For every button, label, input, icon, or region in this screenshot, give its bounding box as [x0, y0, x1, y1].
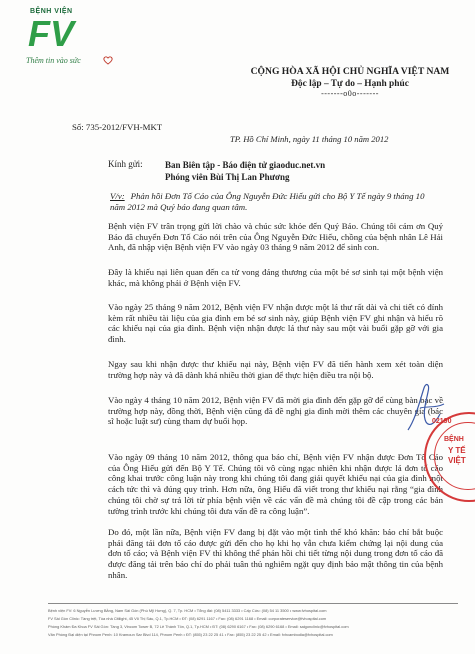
document-date: TP. Hồ Chí Minh, ngày 11 tháng 10 năm 2012	[230, 134, 389, 144]
footer-line: Văn Phòng Đại diện tại Phnom Penh: 10 Kramoun Sar Blvd 114, Phnom Penh • ĐT: (855) 23 22 25 41 • Fax: (855) 23 22 25 42 • Email: fvhcambodia@fvhospital.com	[48, 632, 333, 637]
recipient-line: Ban Biên tập - Báo điện tử giaoduc.net.vn	[165, 160, 326, 170]
subject-text: Phản hồi Đơn Tố Cáo của Ông Nguyễn Đức Hiếu gửi cho Bộ Y Tế ngày 9 tháng 10 năm 2012 mà Quý báo đang quan tâm.	[110, 191, 425, 212]
subject-prefix: V/v:	[110, 191, 125, 201]
subject-line	[110, 191, 435, 213]
footer-rule	[48, 603, 458, 604]
stamp-code: 02190	[432, 418, 452, 425]
recipients	[165, 159, 325, 183]
body-paragraph: Bệnh viện FV trân trọng gửi lời chào và chúc sức khỏe đến Quý Báo. Chúng tôi cảm ơn Quý Báo đã chuyển Đơn Tố Cáo nói trên của Ông Nguyễn Đức Hiếu, chồng của bệnh nhân Lê Hải Anh, đã nhập viện Bệnh viện FV vào ngày 03 tháng 9 năm 2012 để sinh con.	[108, 221, 443, 253]
body-paragraph: Vào ngày 25 tháng 9 năm 2012, Bệnh viện FV nhận được một lá thư rất dài và chi tiết có đính kèm rất nhiều tài liệu của gia đình em bé sơ sinh này, giúp Bệnh viện FV ghi nhận và hiểu rõ các khiếu nại của gia đình. Bệnh viện nhận được lá thư này sau một vài buổi gặp gỡ với gia đình.	[108, 302, 443, 345]
national-motto: Độc lập – Tự do – Hạnh phúc	[291, 79, 409, 89]
footer-line: Bệnh viện FV: 6 Nguyễn Lương Bằng, Nam Sài Gòn (Phú Mỹ Hưng), Q. 7, Tp. HCM • Tổng đài: (08) 5411 3333 • Cấp Cứu: (08) 54 11 3500 • www.fvhospital.com	[48, 608, 327, 613]
logo-slogan: Thêm tin vào sức	[26, 56, 81, 65]
addressee-label: Kính gửi:	[108, 159, 143, 169]
logo-mark-v: V	[50, 13, 75, 54]
recipient-line: Phóng viên Bùi Thị Lan Phương	[165, 172, 290, 182]
body-paragraph: Vào ngày 4 tháng 10 năm 2012, Bệnh viện FV đã mời gia đình đến gặp gỡ để cùng bàn bạc về trường hợp này, đồng thời, Bệnh viện cũng đã đề nghị gia đình mời thêm các chuyên gia (bác sĩ hoặc luật sư) cùng tham dự buổi họp.	[108, 395, 443, 427]
letter-footer	[0, 603, 475, 654]
logo-mark-f: F	[28, 13, 50, 54]
logo-hospital-label: BỆNH VIỆN	[30, 8, 73, 15]
stamp-line: VIỆT	[448, 456, 466, 465]
body-paragraph: Vào ngày 09 tháng 10 năm 2012, thông qua báo chí, Bệnh viện FV nhận được Đơn Tố Cáo của Ông Hiếu gửi đến Bộ Y Tế. Chúng tôi vô cùng ngạc nhiên khi nhận được lá đơn tố cáo công khai trước công luận này trong khi chúng tôi đang giải quyết khiếu nại của gia đình một cách tức thì và đúng quy trình. Hơn nữa, ông Hiếu đã viết trong thư khiếu nại rằng “gia đình chúng tôi chờ sự trả lời từ phía bệnh viện về các vấn đề mà chúng tôi đề cập trong các bản tường trình trước khi chúng tôi đưa vấn đề ra công luận”.	[108, 452, 443, 516]
national-header	[230, 66, 470, 98]
footer-line: FV Sài Gòn Clinic: Tầng trệt, Tòa nhà Citilight, 45 Võ Thị Sáu, Q.1, Tp.HCM • ĐT: (08) 6291 1167 • Fax: (08) 6291 1168 • Email: corporateservice@fvhospital.com	[48, 616, 327, 621]
national-title: CỘNG HÒA XÃ HỘI CHỦ NGHĨA VIỆT NAM	[250, 66, 450, 77]
stamp-line: BỆNH	[444, 436, 464, 443]
national-divider: -------o0o-------	[321, 89, 379, 98]
document-number: Số: 735-2012/FVH-MKT	[72, 122, 163, 132]
stamp-line: Y TẾ	[448, 446, 466, 455]
body-paragraph: Đây là khiếu nại liên quan đến ca tử vong đáng thương của một bé sơ sinh tại một bệnh viện khác, mà không phải ở Bệnh viện FV.	[108, 267, 443, 288]
hospital-logo	[20, 8, 130, 70]
footer-line: Phòng Khám Đa Khoa FV Sài Gòn: Tầng 3, Vincom Tower B, 72 Lê Thánh Tôn, Q.1, Tp.HCM • ĐT: (08) 6290 6167 • Fax: (08) 6290 6168 • Email: saigonclinic@fvhospital.com	[48, 624, 349, 629]
body-paragraph: Do đó, một lần nữa, Bệnh viện FV đang bị đặt vào một tình thế khó khăn: báo chí bắt buộc phải đăng tải đơn tố cáo được gửi đến cho họ khi họ vẫn chưa kiểm chứng lại nội dung của đơn tố cáo; và Bệnh viện FV thì không thể phản hồi chi tiết từng nội dung trong đơn tố cáo đã được đăng tải trên báo chí do phải tuân thủ nghiêm ngặt quy định bảo mật thông tin của bệnh nhân.	[108, 527, 443, 580]
logo-mark	[28, 13, 75, 54]
heart-icon	[102, 54, 114, 66]
body-paragraph: Ngay sau khi nhận được thư khiếu nại này, Bệnh viện FV đã tiến hành xem xét toàn diện trường hợp này và đã dành khá nhiều thời gian để thực hiện điều tra nội bộ.	[108, 359, 443, 380]
